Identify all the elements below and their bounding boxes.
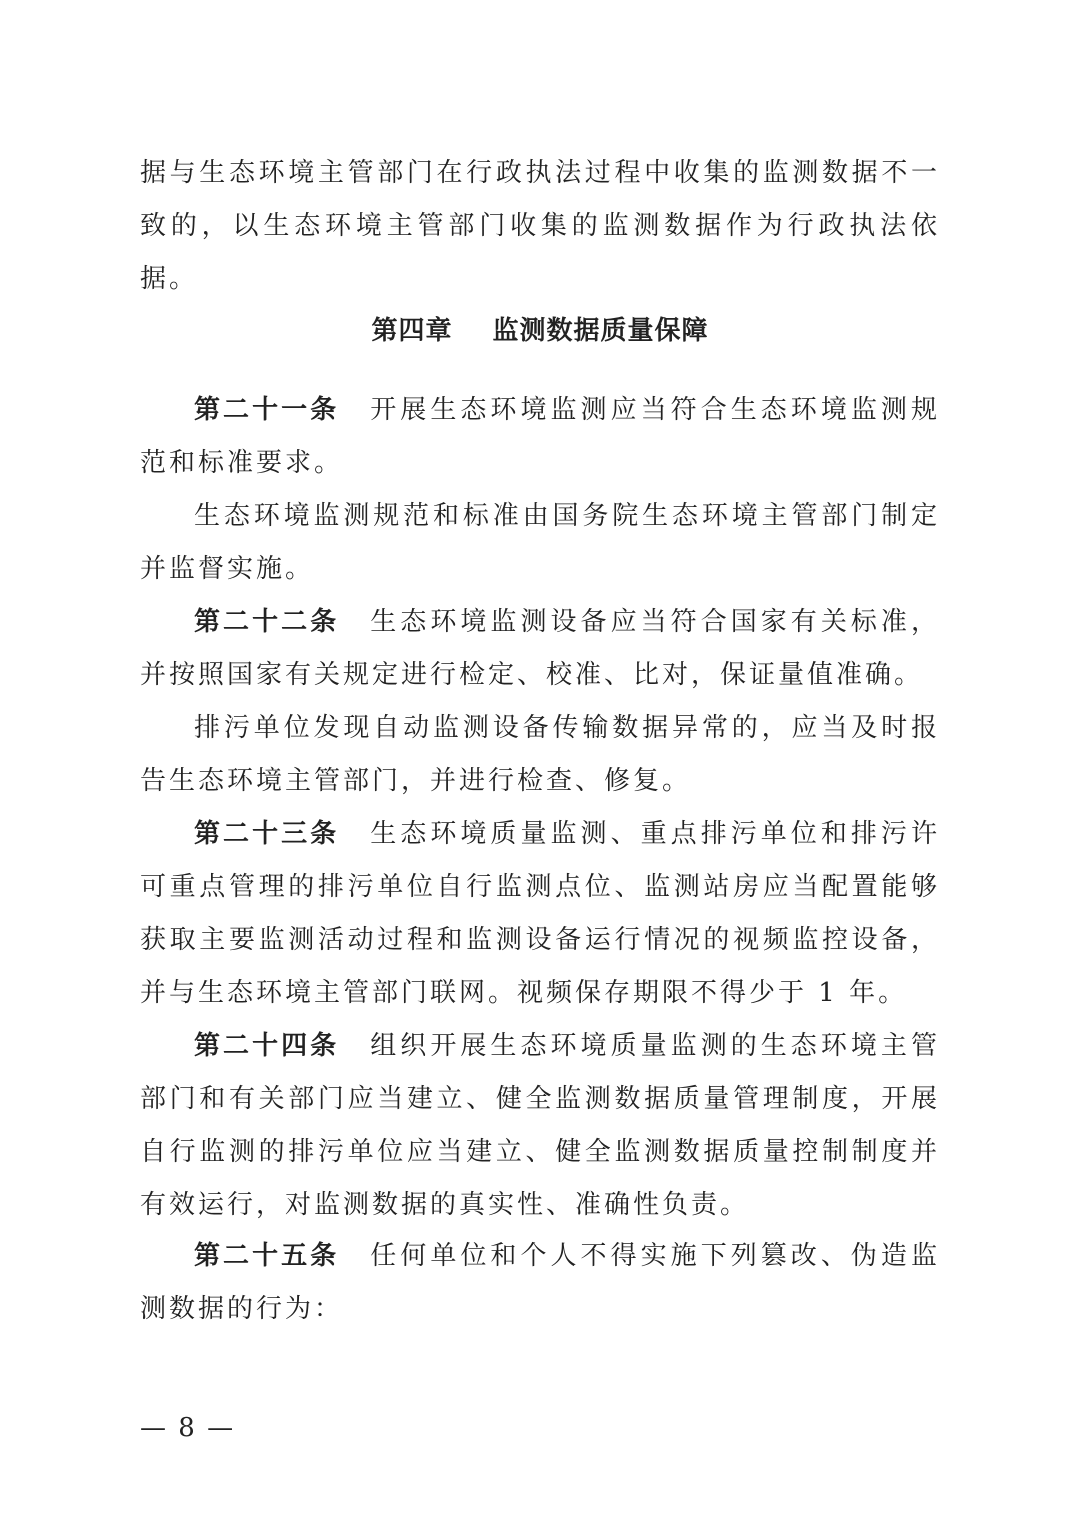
- article-21: [140, 384, 940, 490]
- article-21-paragraph-2: [140, 490, 940, 596]
- article-text: 生态环境监测设备应当符合国家有关标准，并按照国家有关规定进行检定、校准、比对，保证量值准确。: [140, 607, 940, 690]
- article-number: 第二十五条: [194, 1241, 340, 1271]
- article-number: 第二十二条: [194, 607, 340, 637]
- article-22-paragraph-2: [140, 702, 940, 808]
- article-text: 生态环境质量监测、重点排污单位和排污许可重点管理的排污单位自行监测点位、监测站房应当配置能够获取主要监测活动过程和监测设备运行情况的视频监控设备，并与生态环境主管部门联网。视频保存期限不得少于 1 年。: [140, 819, 940, 1008]
- chapter-number: 第四章: [371, 316, 453, 346]
- article-25: [140, 1230, 940, 1336]
- paragraph-text: 排污单位发现自动监测设备传输数据异常的，应当及时报告生态环境主管部门，并进行检查、修复。: [140, 713, 940, 796]
- article-text: 任何单位和个人不得实施下列篡改、伪造监测数据的行为：: [140, 1241, 940, 1324]
- article-24: [140, 1020, 940, 1232]
- article-number: 第二十四条: [194, 1031, 340, 1061]
- page-number: — 8 —: [140, 1413, 236, 1443]
- continuation-text: 据与生态环境主管部门在行政执法过程中收集的监测数据不一致的，以生态环境主管部门收集的监测数据作为行政执法依据。: [140, 158, 940, 294]
- article-number: 第二十三条: [194, 819, 340, 849]
- paragraph-text: 生态环境监测规范和标准由国务院生态环境主管部门制定并监督实施。: [140, 501, 940, 584]
- article-text: 开展生态环境监测应当符合生态环境监测规范和标准要求。: [140, 395, 940, 478]
- article-22: [140, 596, 940, 702]
- article-text: 组织开展生态环境质量监测的生态环境主管部门和有关部门应当建立、健全监测数据质量管理制度，开展自行监测的排污单位应当建立、健全监测数据质量控制制度并有效运行，对监测数据的真实性、准确性负责。: [140, 1031, 940, 1220]
- continuation-paragraph: [140, 147, 940, 306]
- chapter-title: 监测数据质量保障: [492, 316, 709, 346]
- article-23: [140, 808, 940, 1020]
- chapter-heading: [0, 305, 1080, 358]
- article-number: 第二十一条: [194, 395, 340, 425]
